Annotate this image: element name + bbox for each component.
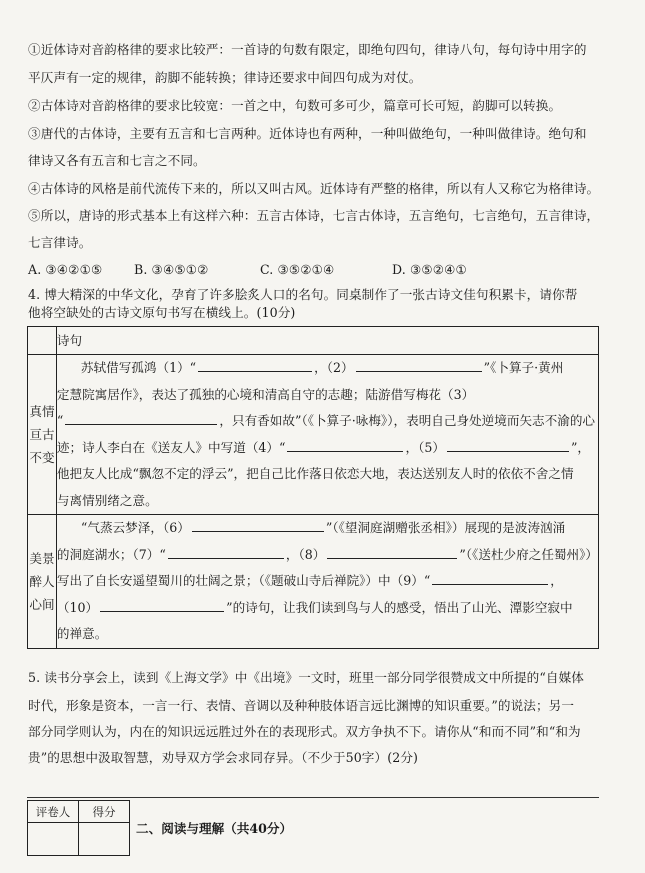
- question-4-line-2: 他将空缺处的古诗文原句书写在横线上。(10分): [28, 305, 296, 320]
- intro-line-2: 平仄声有一定的规律，韵脚不能转换；律诗还要求中间四句成为对仗。: [28, 70, 422, 85]
- score-label: 得分: [79, 801, 130, 823]
- grader-label: 评卷人: [28, 801, 79, 823]
- question-5-line-1: 5. 读书分享会上，读到《上海文学》中《出境》一文时，班里一部分同学很赞成文中所提的“自媒体: [28, 670, 584, 685]
- option-b: B. ③④⑤①②: [134, 262, 209, 277]
- table-header-cell: 诗句: [56, 327, 598, 355]
- intro-line-3: ②古体诗对音韵格律的要求比较宽：一首之中，句数可多可少，篇章可长可短，韵脚可以转换。: [28, 98, 562, 113]
- answer-blank-8[interactable]: [327, 544, 457, 559]
- intro-line-8: 七言律诗。: [28, 235, 92, 250]
- intro-line-6: ④古体诗的风格是前代流传下来的，所以又叫古风。近体诗有严整的格律，所以有人又称它为格律诗。: [28, 181, 600, 196]
- verse-card-table: [27, 326, 599, 649]
- section-divider: [27, 797, 599, 798]
- answer-blank-7[interactable]: [168, 544, 284, 559]
- answer-blank-6[interactable]: [192, 517, 324, 532]
- grader-field[interactable]: [28, 823, 79, 856]
- score-box: [27, 800, 130, 856]
- answer-blank-9[interactable]: [432, 570, 548, 585]
- option-a: A. ③④②①⑤: [28, 262, 103, 277]
- question-5-line-4: 贵”的思想中汲取智慧，劝导双方学会求同存异。（不少于50字）(2分): [28, 750, 419, 765]
- row-content-emotion: 苏轼借写孤鸿（1）“ ，（2） ”《卜算子·黄州 定慧院寓居作》，表达了孤独的心境和清高自守的志趣；陆游借写梅花（3） “ ，只有香如故”（《卜算子·咏梅》），表明自己身处逆境而矢志不渝的心 迹；诗人李白在《送友人》中写道（4）“ ，（5） ”， 他把友人比成“飘忽不定的浮云”，把自己比作落日依恋大地，表达送别友人时的依依不舍之情 与离情别绪之意。: [56, 355, 598, 515]
- answer-blank-5[interactable]: [447, 437, 569, 452]
- intro-line-5: 律诗又各有五言和七言之不同。: [28, 153, 206, 168]
- answer-blank-1[interactable]: [198, 357, 312, 372]
- header-blank-cell: [28, 327, 57, 355]
- option-d: D. ③⑤②④①: [392, 262, 467, 277]
- answer-blank-10[interactable]: [100, 597, 224, 612]
- question-4-line-1: 4. 博大精深的中华文化，孕育了许多脍炙人口的名句。同桌制作了一张古诗文佳句积累卡，请你帮: [28, 287, 578, 302]
- section-title: 二、阅读与理解（共40分）: [136, 821, 293, 836]
- answer-blank-2[interactable]: [356, 357, 482, 372]
- intro-line-1: ①近体诗对音韵格律的要求比较严：一首诗的句数有限定，即绝句四句，律诗八句，每句诗中用字的: [28, 42, 587, 57]
- question-5-line-3: 部分同学则认为，内在的知识远远胜过外在的表现形式。双方争执不下。请你从“和而不同”和“和为: [28, 724, 581, 739]
- table-row: [28, 355, 599, 515]
- answer-blank-4[interactable]: [287, 437, 403, 452]
- answer-blank-3[interactable]: [65, 410, 217, 425]
- intro-line-7: ⑤所以，唐诗的形式基本上有这样六种：五言古体诗，七言古体诗，五言绝句，七言绝句，五言律诗，: [28, 208, 600, 223]
- row-content-scenery: “气蒸云梦泽，（6） ”（《望洞庭湖赠张丞相》）展现的是波涛汹涌 的洞庭湖水；（7）“ ，（8） ”（《送杜少府之任蜀州》） 写出了自长安遥望蜀川的壮阔之景；（《题破山寺后禅院》）中（9）“ ， （10） ”的诗句，让我们读到鸟与人的感受，悟出了山光、潭影空寂中 的禅意。: [56, 515, 598, 649]
- row-label-emotion: 真情 亘古 不变: [28, 355, 57, 515]
- intro-line-4: ③唐代的古体诗，主要有五言和七言两种。近体诗也有两种，一种叫做绝句，一种叫做律诗。绝句和: [28, 126, 587, 141]
- table-row: [28, 515, 599, 649]
- row-label-scenery: 美景 醉人 心间: [28, 515, 57, 649]
- question-5-line-2: 时代，形象是资本，一言一行、表情、音调以及种种肢体语言远比渊博的知识重要。”的说法；另一: [28, 698, 575, 713]
- score-field[interactable]: [79, 823, 130, 856]
- option-c: C. ③⑤②①④: [260, 262, 335, 277]
- table-header-row: [28, 327, 599, 355]
